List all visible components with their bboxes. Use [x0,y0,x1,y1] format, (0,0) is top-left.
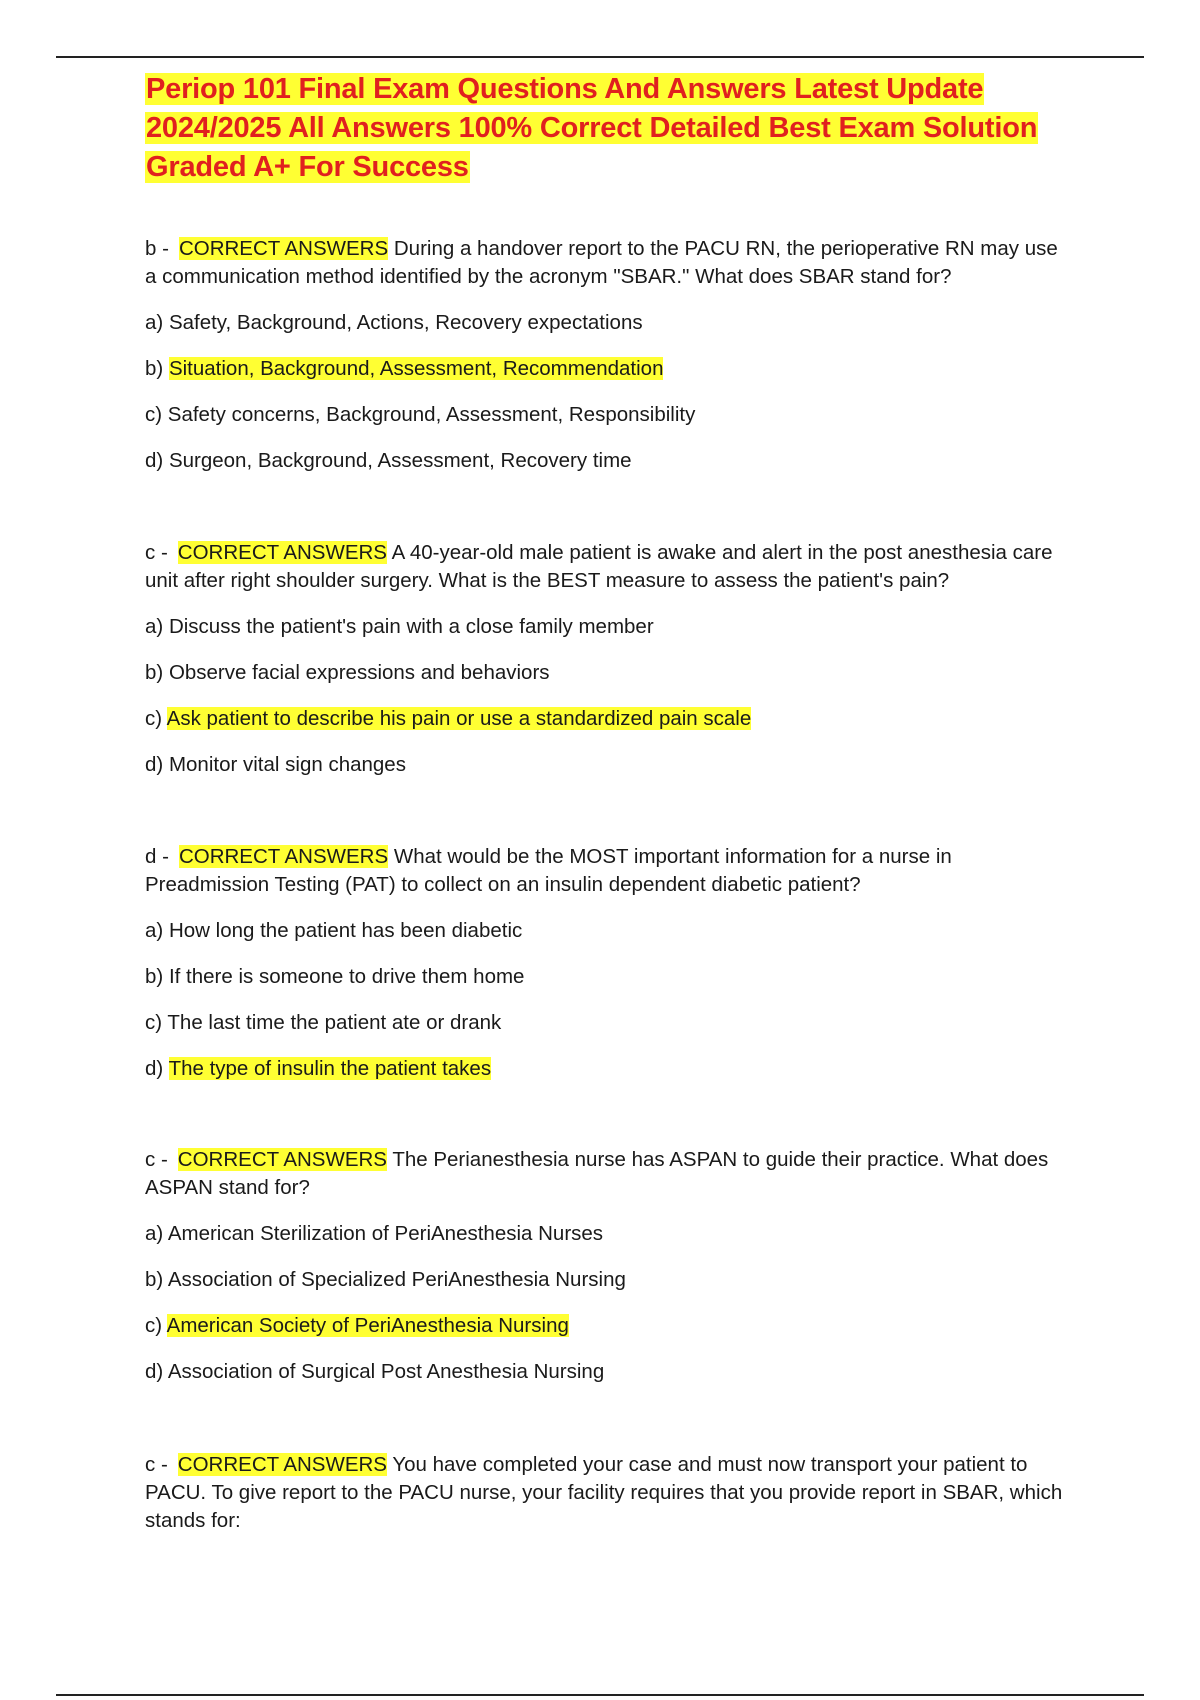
question-5 [145,1451,1065,1535]
option-letter: c) [145,1011,163,1034]
option-text: The last time the patient ate or drank [167,1011,502,1034]
correct-option-text: Situation, Background, Assessment, Recommendation [168,357,664,380]
option-letter: c) [145,403,163,426]
question-3-text: What would be the MOST important information for a nurse in Preadmission Testing (PAT) to collect on an insulin dependent diabetic patient? [145,845,952,896]
question-block-3 [145,843,1065,1083]
question-4-options [145,1220,1065,1386]
question-4-answer: c - [145,1148,168,1171]
question-2-option-a [145,613,1065,641]
question-5-text: You have completed your case and must now transport your patient to PACU. To give report to the PACU nurse, your facility requires that you provide report in SBAR, which stands for: [145,1453,1063,1532]
question-2-option-c [145,705,1065,733]
option-text: Safety, Background, Actions, Recovery expectations [168,311,643,334]
correct-option-text: American Society of PeriAnesthesia Nursing [166,1314,569,1337]
option-letter: a) [145,311,164,334]
document-title-text: Periop 101 Final Exam Questions And Answers Latest Update 2024/2025 All Answers 100% Correct Detailed Best Exam Solution Graded A+ For Success [146,73,1038,183]
bottom-rule [56,1694,1144,1696]
question-1-answer: b - [145,237,169,260]
question-2-option-d [145,751,1065,779]
option-letter: c) [145,707,163,730]
option-letter: a) [145,1222,164,1245]
question-1-option-a [145,309,1065,337]
option-letter: b) [145,357,164,380]
question-4-option-d [145,1358,1065,1386]
question-3 [145,843,1065,899]
question-2-text: A 40-year-old male patient is awake and alert in the post anesthesia care unit after right shoulder surgery. What is the BEST measure to assess the patient's pain? [145,541,1053,592]
correct-answers-tag: CORRECT ANSWERS [177,1148,387,1171]
option-letter: d) [145,1057,164,1080]
question-block-2 [145,539,1065,779]
option-letter: b) [145,1268,164,1291]
option-text: Discuss the patient's pain with a close family member [168,615,654,638]
question-2-option-b [145,659,1065,687]
option-letter: b) [145,965,164,988]
question-4 [145,1146,1065,1202]
question-1-text: During a handover report to the PACU RN, the perioperative RN may use a communication method identified by the acronym "SBAR." What does SBAR stand for? [145,237,1058,288]
option-text: Association of Surgical Post Anesthesia Nursing [167,1360,605,1383]
question-1-option-d [145,447,1065,475]
top-rule [56,56,1144,58]
question-2-answer: c - [145,541,168,564]
document-title [145,70,1065,187]
question-3-answer: d - [145,845,169,868]
correct-answers-tag: CORRECT ANSWERS [178,237,389,260]
correct-answers-tag: CORRECT ANSWERS [178,845,389,868]
question-2 [145,539,1065,595]
question-4-text: The Perianesthesia nurse has ASPAN to guide their practice. What does ASPAN stand for? [145,1148,1049,1199]
question-1-option-b [145,355,1065,383]
question-block-4 [145,1146,1065,1386]
correct-answers-tag: CORRECT ANSWERS [177,541,387,564]
question-3-option-c [145,1009,1065,1037]
option-letter: d) [145,1360,164,1383]
question-2-options [145,613,1065,779]
correct-option-text: Ask patient to describe his pain or use a standardized pain scale [166,707,752,730]
question-3-options [145,917,1065,1083]
option-letter: d) [145,449,164,472]
question-4-option-a [145,1220,1065,1248]
question-4-option-c [145,1312,1065,1340]
correct-option-text: The type of insulin the patient takes [168,1057,492,1080]
option-letter: a) [145,919,164,942]
option-text: Monitor vital sign changes [168,753,406,776]
question-1-options [145,309,1065,475]
document-body [145,70,1065,1532]
option-text: Association of Specialized PeriAnesthesia Nursing [167,1268,626,1291]
option-text: If there is someone to drive them home [168,965,525,988]
question-block-1 [145,235,1065,475]
option-letter: b) [145,661,164,684]
option-letter: c) [145,1314,163,1337]
question-1 [145,235,1065,291]
correct-answers-tag: CORRECT ANSWERS [177,1453,387,1476]
option-letter: d) [145,753,164,776]
question-3-option-a [145,917,1065,945]
option-text: How long the patient has been diabetic [168,919,523,942]
option-text: Observe facial expressions and behaviors [168,661,550,684]
question-block-5 [145,1451,1065,1535]
option-text: American Sterilization of PeriAnesthesia Nurses [167,1222,604,1245]
question-5-answer: c - [145,1453,168,1476]
question-1-option-c [145,401,1065,429]
option-text: Safety concerns, Background, Assessment, Responsibility [167,403,696,426]
question-3-option-b [145,963,1065,991]
option-text: Surgeon, Background, Assessment, Recovery time [168,449,632,472]
question-3-option-d [145,1055,1065,1083]
question-4-option-b [145,1266,1065,1294]
option-letter: a) [145,615,164,638]
